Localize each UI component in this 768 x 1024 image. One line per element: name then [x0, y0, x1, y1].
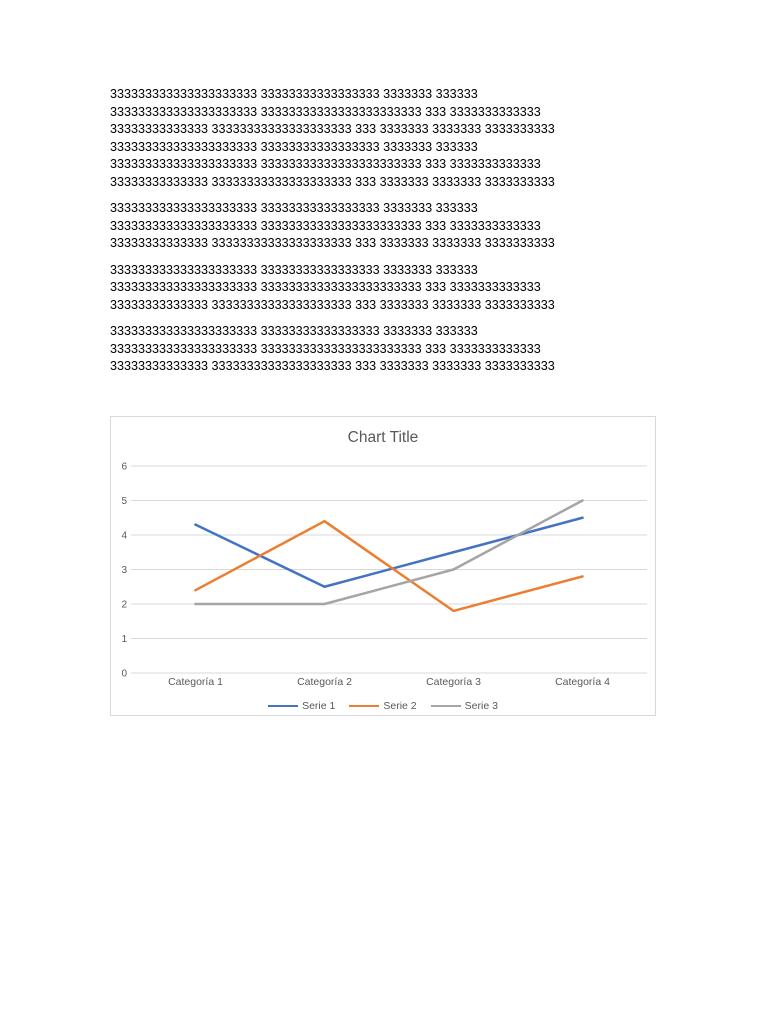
- paragraph: [110, 200, 630, 253]
- text-line: 333333333333333333333 33333333333333333333333 333 3333333333333: [110, 157, 541, 171]
- y-tick-label: 5: [121, 496, 127, 507]
- legend-item: [349, 700, 416, 712]
- text-line: 333333333333333333333 33333333333333333333333 333 3333333333333: [110, 280, 541, 294]
- text-line: 33333333333333 33333333333333333333 333 3333333 3333333 3333333333: [110, 236, 555, 250]
- series-line-1: [196, 518, 583, 587]
- y-tick-label: 6: [121, 461, 127, 473]
- text-line: 33333333333333 33333333333333333333 333 3333333 3333333 3333333333: [110, 122, 555, 136]
- data-point: [581, 517, 583, 519]
- data-point: [323, 586, 325, 588]
- x-tick-label: Categoría 2: [297, 676, 352, 688]
- data-point: [323, 520, 325, 522]
- chart-legend: [111, 700, 655, 712]
- chart-title: Chart Title: [347, 429, 419, 446]
- data-point: [194, 589, 196, 591]
- legend-label: Serie 1: [302, 700, 336, 712]
- text-line: 33333333333333 33333333333333333333 333 3333333 3333333 3333333333: [110, 359, 555, 373]
- chart-plot-area: [111, 417, 657, 717]
- data-point: [452, 610, 454, 612]
- data-point: [323, 603, 325, 605]
- y-tick-label: 4: [121, 530, 127, 542]
- data-point: [452, 568, 454, 570]
- text-line: 333333333333333333333 33333333333333333333333 333 3333333333333: [110, 218, 541, 233]
- text-line: 333333333333333333333 33333333333333333333333 333 3333333333333: [110, 341, 541, 356]
- data-point: [581, 499, 583, 501]
- legend-item: [268, 700, 335, 712]
- legend-swatch: [431, 705, 461, 707]
- text-line: 333333333333333333333 33333333333333333 3333333 333333: [110, 139, 478, 154]
- y-tick-label: 0: [121, 668, 127, 680]
- document-body: [110, 86, 630, 385]
- text-line: 333333333333333333333 33333333333333333 3333333 333333: [110, 201, 478, 215]
- text-line: 333333333333333333333 33333333333333333333333 333 3333333333333: [110, 104, 541, 119]
- legend-item: [431, 700, 498, 712]
- legend-label: Serie 2: [383, 700, 417, 712]
- data-point: [194, 603, 196, 605]
- legend-label: Serie 3: [464, 700, 498, 712]
- text-line: 333333333333333333333 33333333333333333 3333333 333333: [110, 324, 478, 338]
- x-tick-label: Categoría 4: [555, 676, 610, 688]
- text-line: 333333333333333333333 33333333333333333 3333333 333333: [110, 262, 478, 277]
- y-tick-label: 2: [121, 599, 127, 611]
- y-tick-label: 1: [121, 634, 127, 645]
- legend-swatch: [349, 705, 379, 707]
- paragraph: [110, 86, 630, 191]
- data-point: [452, 551, 454, 553]
- line-chart[interactable]: [110, 416, 656, 716]
- text-line: 33333333333333 33333333333333333333 333 3333333 3333333 3333333333: [110, 297, 555, 312]
- data-point: [194, 523, 196, 525]
- text-line: 333333333333333333333 33333333333333333 3333333 333333: [110, 87, 478, 101]
- paragraph: [110, 262, 630, 315]
- x-tick-label: Categoría 1: [168, 676, 223, 688]
- data-point: [581, 575, 583, 577]
- paragraph: [110, 323, 630, 376]
- y-tick-label: 3: [121, 565, 127, 576]
- legend-swatch: [268, 705, 298, 707]
- x-tick-label: Categoría 3: [426, 676, 481, 688]
- text-line: 33333333333333 33333333333333333333 333 3333333 3333333 3333333333: [110, 174, 555, 189]
